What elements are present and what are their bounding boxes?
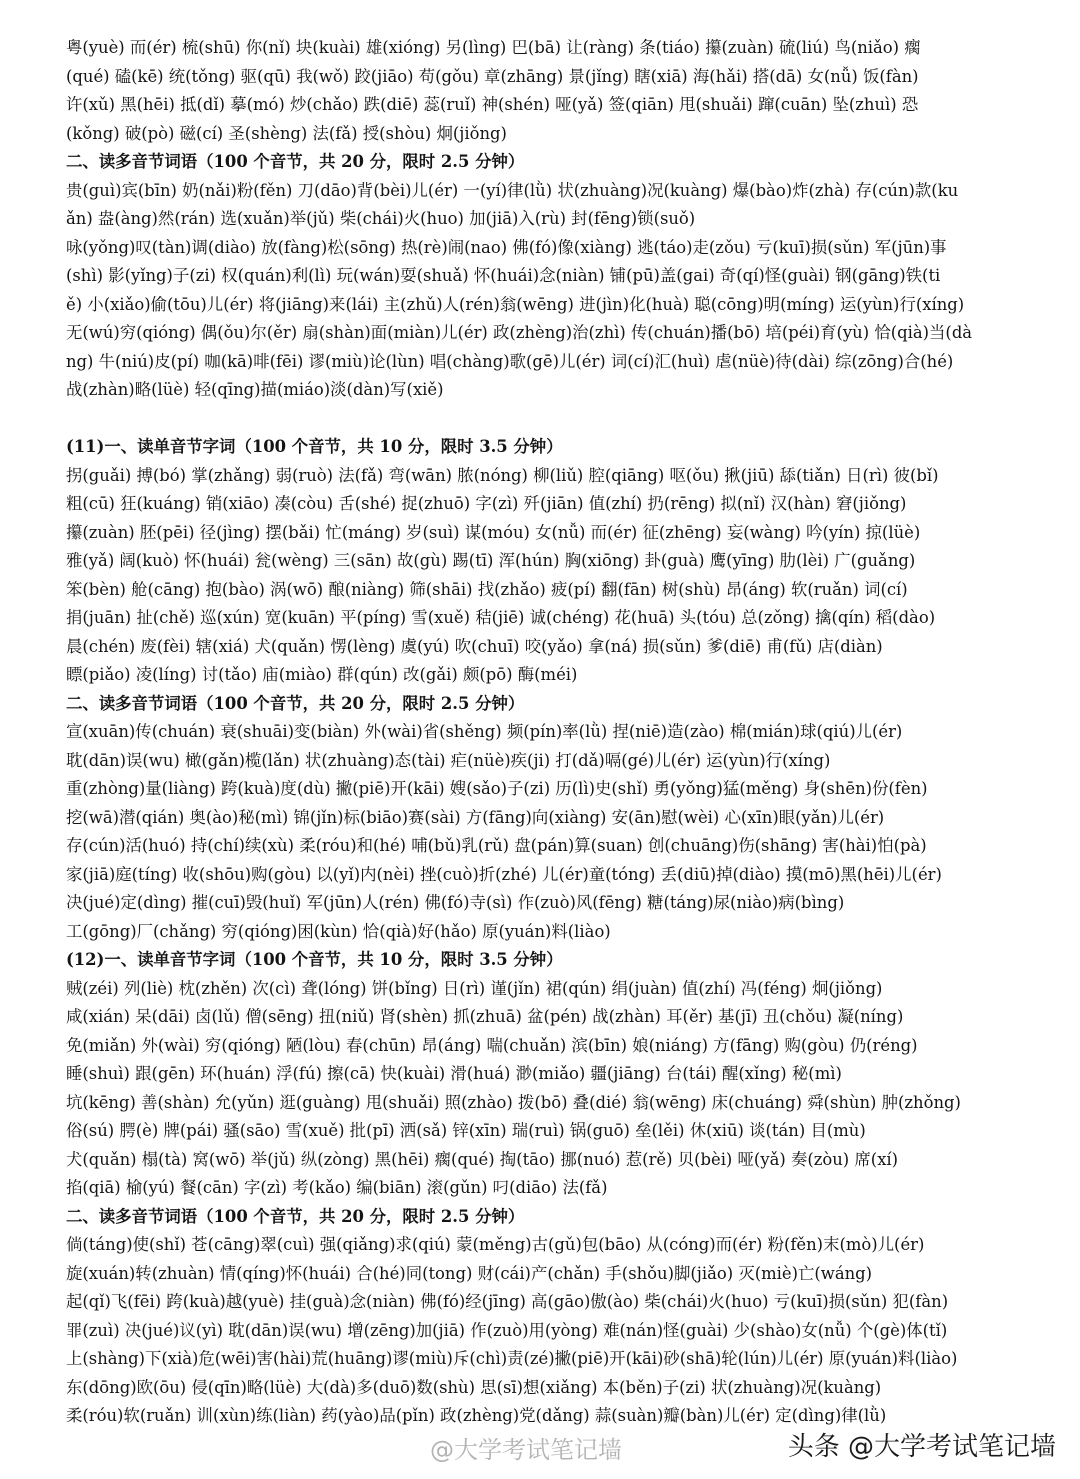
text-line: ng) 牛(niú)皮(pí) 咖(kā)啡(fēi) 谬(miù)论(lùn) 唱(chàng)歌(gē)儿(ér) 词(cí)汇(huì) 虐(nüè)待(dài) 综(zōng)合(hé) [66, 351, 954, 371]
text-line: 贵(guì)宾(bīn) 奶(nǎi)粉(fěn) 刀(dāo)背(bèi)儿(ér) 一(yí)律(lǜ) 状(zhuàng)况(kuàng) 爆(bào)炸(zhà) 存(cún)款(ku [66, 180, 959, 200]
text-line: 犬(quǎn) 榻(tà) 窝(wō) 举(jǔ) 纵(zòng) 黑(hēi) 瘸(qué) 掏(tāo) 挪(nuó) 惹(rě) 贝(bèi) 哑(yǎ) 奏(zòu) 席(xí) [66, 1149, 899, 1169]
text-line: 存(cún)活(huó) 持(chí)续(xù) 柔(róu)和(hé) 哺(bǔ)乳(rǔ) 盘(pán)算(suan) 创(chuāng)伤(shāng) 害(hài)怕(pà) [66, 836, 927, 855]
text-line: 捐(juān) 扯(chě) 巡(xún) 宽(kuān) 平(píng) 雪(xuě) 秸(jiē) 诚(chéng) 花(huā) 头(tóu) 总(zǒng) 擒(qín) 稻(dào) [66, 608, 936, 627]
text-line: 无(wú)穷(qióng) 偶(ǒu)尔(ěr) 扇(shàn)面(miàn)儿(ér) 政(zhèng)治(zhì) 传(chuán)播(bō) 培(péi)育(yù) 恰(qià)当(dà [66, 323, 973, 342]
text-line: 粤(yuè) 而(ér) 梳(shū) 你(nǐ) 块(kuài) 雄(xióng) 另(lìng) 巴(bā) 让(ràng) 条(tiáo) 攥(zuàn) 硫(liú) 鸟(niǎo) 瘸 [66, 38, 921, 57]
text-line: 俗(sú) 腭(è) 牌(pái) 骚(sāo) 雪(xuě) 批(pī) 洒(sǎ) 锌(xīn) 瑞(ruì) 锅(guō) 垒(lěi) 休(xiū) 谈(tán) 目(mù) [66, 1121, 866, 1140]
brand-signature: 头条 @大学考试笔记墙 [787, 1432, 1056, 1462]
text-line: 粗(cū) 狂(kuáng) 销(xiāo) 凑(còu) 舌(shé) 捉(zhuō) 字(zì) 歼(jiān) 值(zhí) 扔(rēng) 拟(nǐ) 汉(hàn) 窘(jiǒng) [66, 494, 907, 513]
text-line: 拐(guǎi) 搏(bó) 掌(zhǎng) 弱(ruò) 法(fǎ) 弯(wān) 脓(nóng) 柳(liǔ) 腔(qiāng) 呕(ǒu) 揪(jiū) 舔(tiǎn) 日(rì) 彼(bǐ) [66, 465, 939, 485]
text-line: 笨(bèn) 舱(cāng) 抱(bào) 涡(wō) 酿(niàng) 筛(shāi) 找(zhǎo) 疲(pí) 翻(fān) 树(shù) 昂(áng) 软(ruǎn) 词(cí) [66, 579, 908, 599]
text-line: 雅(yǎ) 阔(kuò) 怀(huái) 瓮(wèng) 三(sān) 故(gù) 踢(tī) 浑(hún) 胸(xiōng) 卦(guà) 鹰(yīng) 肋(lèi) 广(guǎng) [66, 551, 916, 570]
text-line: ǎn) 盎(àng)然(rán) 选(xuǎn)举(jǔ) 柴(chái)火(huo) 加(jiā)入(rù) 封(fēng)锁(suǒ) [66, 209, 696, 228]
text-line: 倘(táng)使(shǐ) 苍(cāng)翠(cuì) 强(qiǎng)求(qiú) 蒙(měng)古(gǔ)包(bāo) 从(cóng)而(ér) 粉(fěn)末(mò)儿(ér) [66, 1235, 925, 1254]
text-line: 战(zhàn)略(lüè) 轻(qīng)描(miáo)淡(dàn)写(xiě) [66, 380, 444, 399]
text-line: 起(qǐ)飞(fēi) 跨(kuà)越(yuè) 挂(guà)念(niàn) 佛(fó)经(jīng) 高(gāo)傲(ào) 柴(chái)火(huo) 亏(kuī)损(sǔn) 犯(fàn) [66, 1292, 949, 1311]
text-line: 旋(xuán)转(zhuàn) 情(qíng)怀(huái) 合(hé)同(tong) 财(cái)产(chǎn) 手(shǒu)脚(jiǎo) 灭(miè)亡(wáng) [66, 1263, 873, 1283]
text-line: 重(zhòng)量(liàng) 跨(kuà)度(dù) 撇(piē)开(kāi) 嫂(sǎo)子(zi) 历(lì)史(shǐ) 勇(yǒng)猛(měng) 身(shēn)份(fèn) [66, 779, 928, 798]
text-line: (shì) 影(yǐng)子(zi) 权(quán)利(lì) 玩(wán)耍(shuǎ) 怀(huái)念(niàn) 铺(pū)盖(gai) 奇(qí)怪(guài) 钢(gāng)铁(ti [66, 266, 941, 285]
text-line: 坑(kēng) 善(shàn) 允(yǔn) 逛(guàng) 甩(shuǎi) 照(zhào) 拨(bō) 叠(dié) 翁(wēng) 床(chuáng) 舜(shùn) 肿(zhǒng) [66, 1092, 961, 1112]
text-line: 许(xǔ) 黑(hēi) 抵(dǐ) 摹(mó) 炒(chǎo) 跌(diē) 蕊(ruǐ) 神(shén) 哑(yǎ) 签(qiān) 甩(shuǎi) 蹿(cuān) 坠(zhuì) 恐 [66, 95, 919, 114]
text-line: 上(shàng)下(xià)危(wēi)害(hài)荒(huāng)谬(miù)斥(chì)责(zé)撇(piē)开(kāi)砂(shā)轮(lún)儿(ér) 原(yuán)料(liào) [66, 1349, 958, 1368]
text-line: 挖(wā)潜(qián) 奥(ào)秘(mì) 锦(jǐn)标(biāo)赛(sài) 方(fāng)向(xiàng) 安(ān)慰(wèi) 心(xīn)眼(yǎn)儿(ér) [66, 807, 885, 827]
text-line: 攥(zuàn) 胚(pēi) 径(jìng) 摆(bǎi) 忙(máng) 岁(suì) 谋(móu) 女(nǚ) 而(ér) 征(zhēng) 妄(wàng) 吟(yín) 掠(lüè) [66, 522, 921, 542]
text-line: 咏(yǒng)叹(tàn)调(diào) 放(fàng)松(sōng) 热(rè)闹(nao) 佛(fó)像(xiàng) 逃(táo)走(zǒu) 亏(kuī)损(sǔn) 军(jūn)事 [66, 237, 947, 257]
text-line: 决(jué)定(dìng) 摧(cuī)毁(huǐ) 军(jūn)人(rén) 佛(fó)寺(sì) 作(zuò)风(fēng) 糖(táng)尿(niào)病(bìng) [66, 893, 845, 912]
text-line: 贼(zéi) 列(liè) 枕(zhěn) 次(cì) 聋(lóng) 饼(bǐng) 日(rì) 谨(jǐn) 裙(qún) 绢(juàn) 值(zhí) 冯(féng) 炯(jiǒng) [66, 978, 883, 998]
text-line: 东(dōng)欧(ōu) 侵(qīn)略(lüè) 大(dà)多(duō)数(shù) 思(sī)想(xiǎng) 本(běn)子(zi) 状(zhuàng)况(kuàng) [66, 1377, 882, 1397]
text-line: 宣(xuān)传(chuán) 衰(shuāi)变(biàn) 外(wài)省(shěng) 频(pín)率(lǜ) 捏(niē)造(zào) 棉(mián)球(qiú)儿(ér) [66, 722, 903, 741]
text-line: 晨(chén) 废(fèi) 辖(xiá) 犬(quǎn) 愣(lèng) 虞(yú) 吹(chuī) 咬(yǎo) 拿(ná) 损(sǔn) 爹(diē) 甫(fǔ) 店(diàn) [66, 636, 883, 656]
section-heading: (11)一、读单音节字词（100 个音节，共 10 分，限时 3.5 分钟） [66, 437, 563, 456]
document-body [66, 34, 1026, 1431]
text-line: 瞟(piǎo) 凌(líng) 讨(tǎo) 庙(miào) 群(qún) 改(gǎi) 颇(pō) 酶(méi) [66, 665, 578, 684]
text-line: 柔(róu)软(ruǎn) 训(xùn)练(liàn) 药(yào)品(pǐn) 政(zhèng)党(dǎng) 蒜(suàn)瓣(bàn)儿(ér) 定(dìng)律(lǜ) [66, 1406, 887, 1425]
text-line: 睡(shuì) 跟(gēn) 环(huán) 浮(fú) 擦(cā) 快(kuài) 滑(huá) 渺(miǎo) 疆(jiāng) 台(tái) 醒(xǐng) 秘(mì) [66, 1064, 842, 1083]
text-line: 掐(qiā) 榆(yú) 餐(cān) 字(zì) 考(kǎo) 编(biān) 滚(gǔn) 叼(diāo) 法(fǎ) [66, 1178, 608, 1197]
text-line: 咸(xián) 呆(dāi) 卤(lǔ) 僧(sēng) 扭(niǔ) 肾(shèn) 抓(zhuā) 盆(pén) 战(zhàn) 耳(ěr) 基(jī) 丑(chǒu) 凝(níng) [66, 1007, 904, 1026]
watermark-text: @大学考试笔记墙 [430, 1436, 622, 1464]
text-line: (kǒng) 破(pò) 磁(cí) 圣(shèng) 法(fǎ) 授(shòu) 炯(jiǒng) [66, 123, 507, 143]
text-line: 工(gōng)厂(chǎng) 穷(qióng)困(kùn) 恰(qià)好(hǎo) 原(yuán)料(liào) [66, 921, 611, 941]
text-line: (qué) 磕(kē) 统(tǒng) 驱(qū) 我(wǒ) 跤(jiāo) 苟(gǒu) 章(zhāng) 景(jǐng) 瞎(xiā) 海(hǎi) 搭(dā) 女(nǚ) 饭(fàn) [66, 66, 919, 86]
section-heading: (12)一、读单音节字词（100 个音节，共 10 分，限时 3.5 分钟） [66, 950, 563, 969]
section-heading: 二、读多音节词语（100 个音节，共 20 分，限时 2.5 分钟） [66, 152, 525, 171]
section-heading: 二、读多音节词语（100 个音节，共 20 分，限时 2.5 分钟） [66, 1206, 525, 1226]
text-line: 家(jiā)庭(tíng) 收(shōu)购(gòu) 以(yǐ)内(nèi) 挫(cuò)折(zhé) 儿(ér)童(tóng) 丢(diū)掉(diào) 摸(mō)黑(hēi)儿(ér) [66, 864, 942, 884]
text-line: ě) 小(xiǎo)偷(tōu)儿(ér) 将(jiāng)来(lái) 主(zhǔ)人(rén)翁(wēng) 进(jìn)化(huà) 聪(cōng)明(míng) 运(yùn)行(xíng) [66, 294, 965, 314]
blank-line [66, 405, 1026, 434]
text-line: 免(miǎn) 外(wài) 穷(qióng) 陋(lòu) 春(chūn) 昂(áng) 喘(chuǎn) 滨(bīn) 娘(niáng) 方(fāng) 购(gòu) 仍(réng) [66, 1035, 918, 1055]
text-line: 罪(zuì) 决(jué)议(yì) 耽(dān)误(wu) 增(zēng)加(jiā) 作(zuò)用(yòng) 难(nán)怪(guài) 少(shào)女(nǚ) 个(gè)体(tǐ) [66, 1320, 948, 1340]
section-heading: 二、读多音节词语（100 个音节，共 20 分，限时 2.5 分钟） [66, 693, 525, 713]
text-line: 耽(dān)误(wu) 橄(gǎn)榄(lǎn) 状(zhuàng)态(tài) 疟(nüè)疾(ji) 打(dǎ)嗝(gé)儿(ér) 运(yùn)行(xíng) [66, 750, 831, 770]
